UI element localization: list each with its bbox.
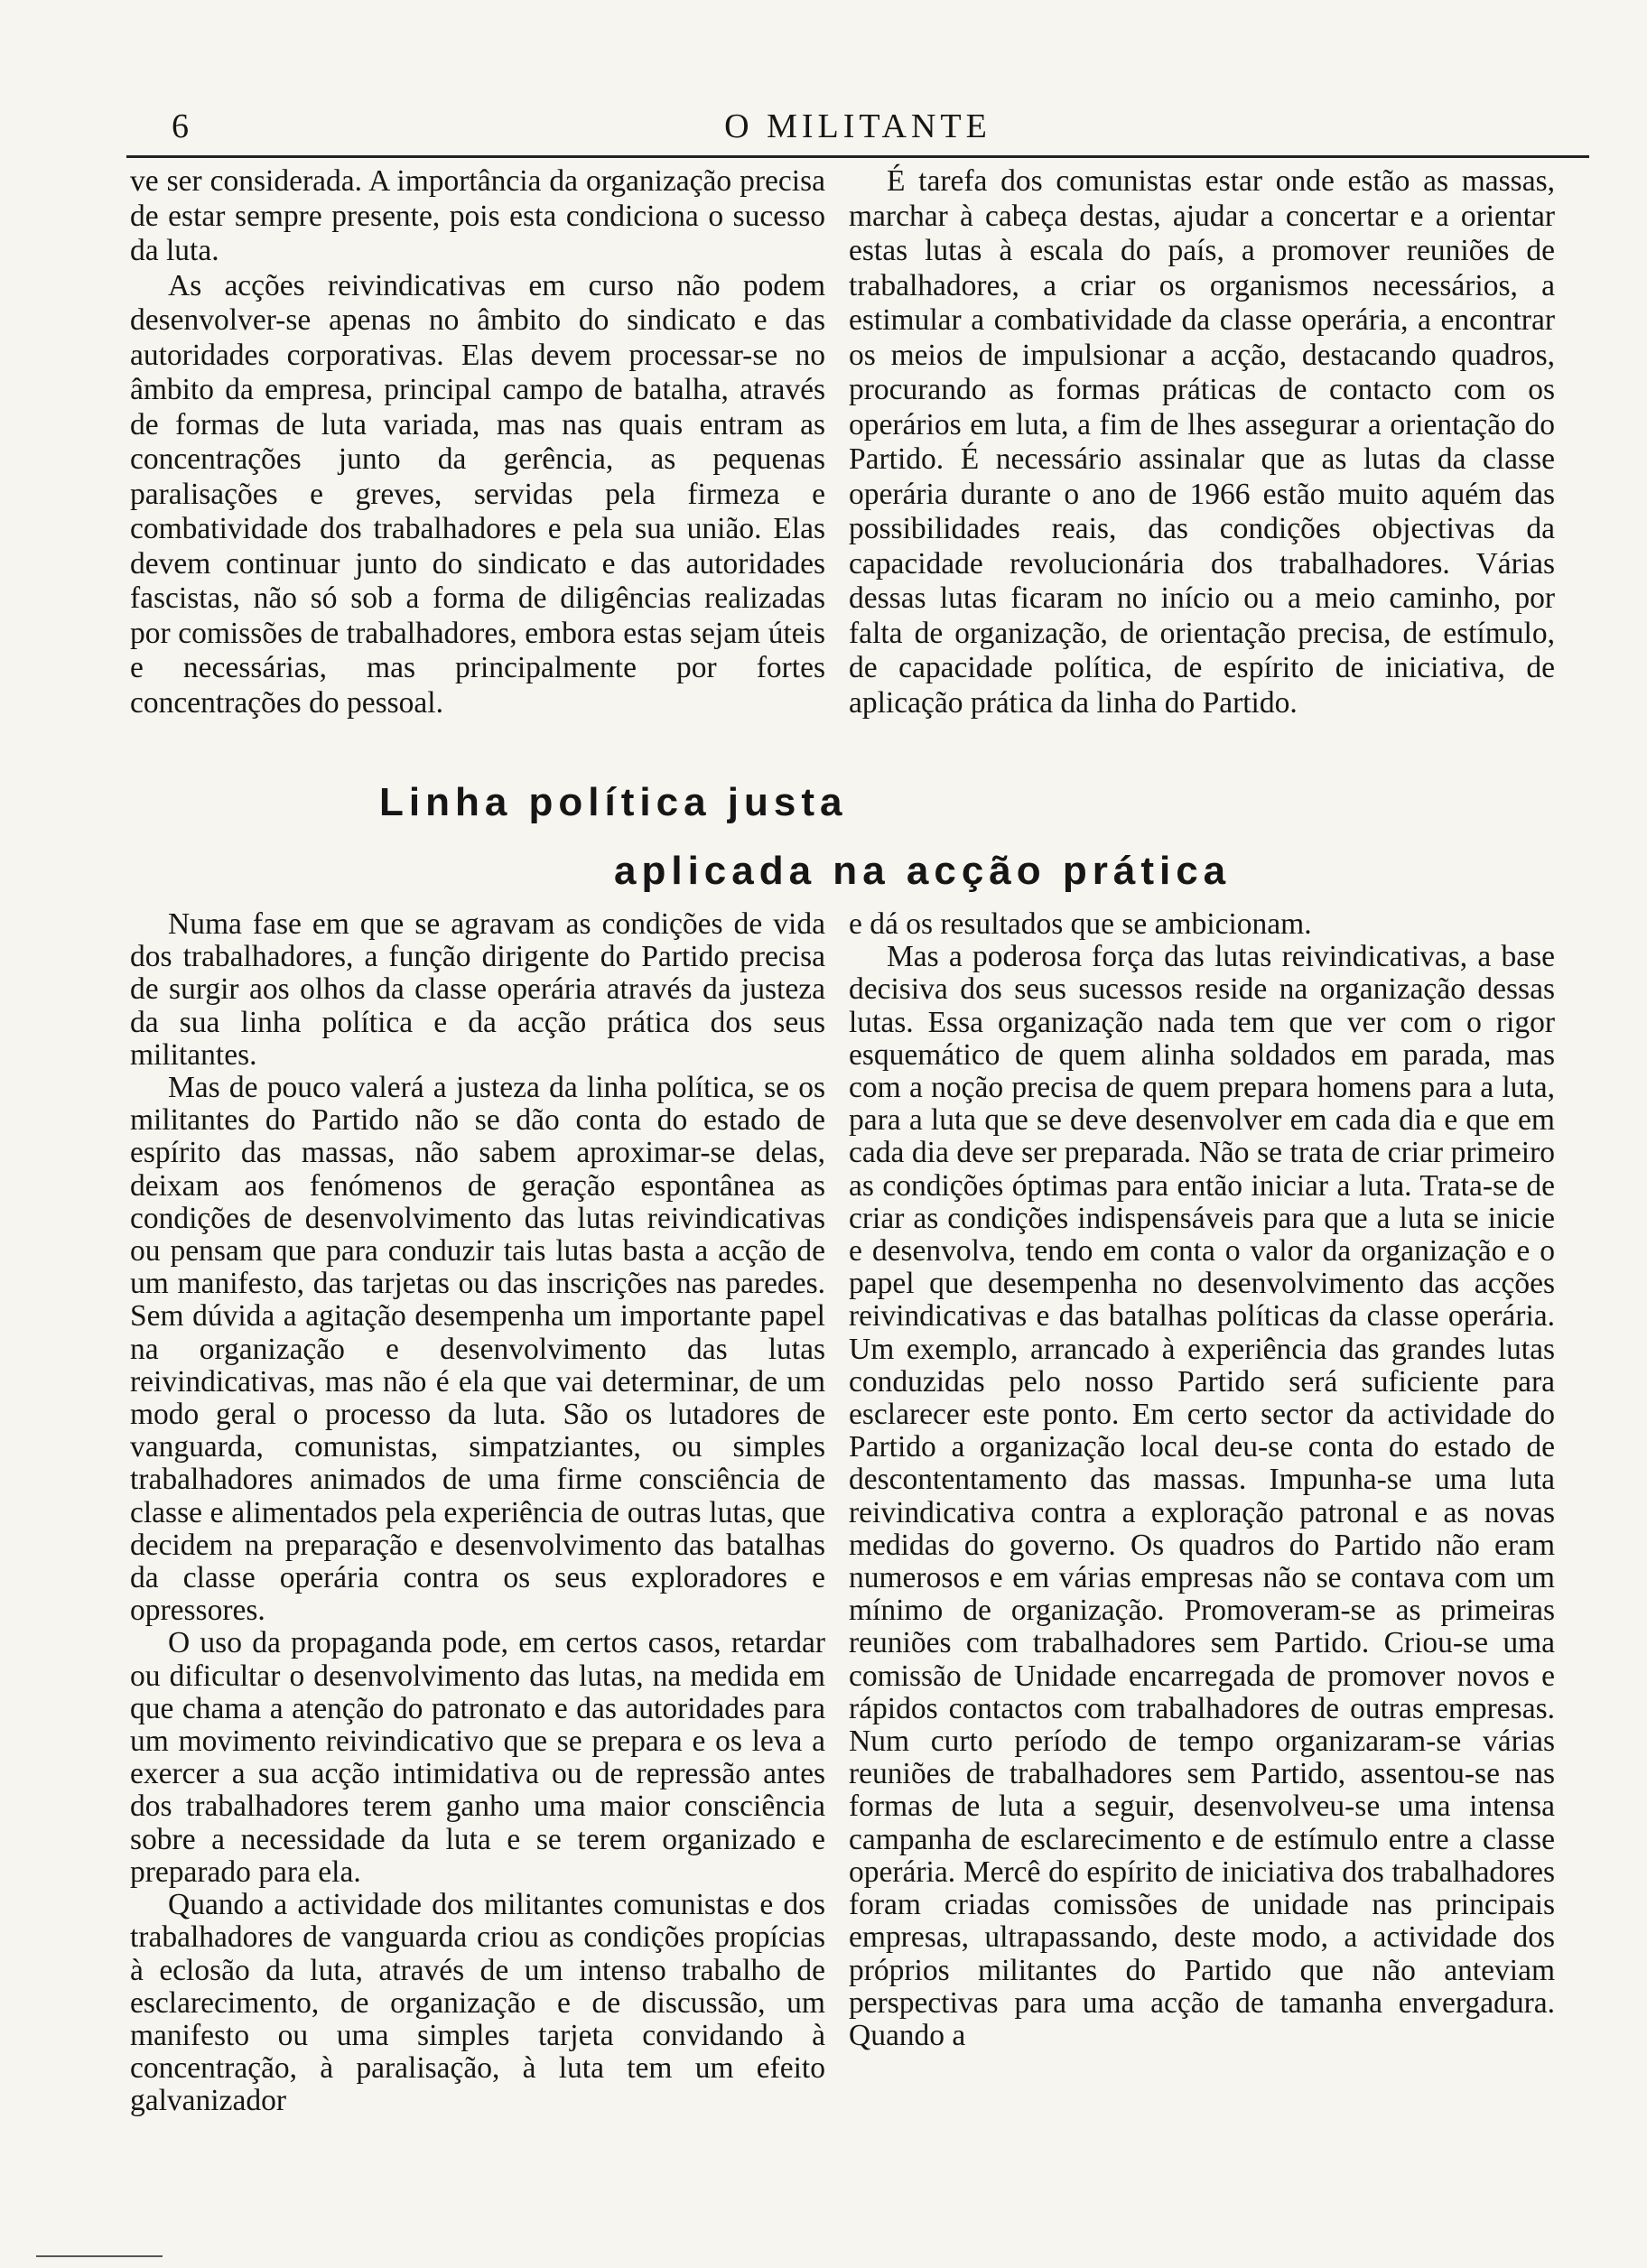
upper-right-column	[849, 164, 1555, 720]
lower-right-column	[849, 908, 1555, 2052]
paragraph: As acções reivindicativas em curso não podem desenvolver-se apenas no âmbito do sindicato e das autoridades corporativas. Elas devem processar-se no âmbito da empresa, principal campo de batalha, através de formas de luta variada, mas nas quais entram as concentrações junto da gerência, as pequenas paralisações e greves, servidas pela firmeza e combatividade dos trabalhadores e pela sua união. Elas devem continuar junto do sindicato e das autoridades fascistas, não só sob a forma de diligências realizadas por comissões de trabalhadores, embora estas sejam úteis e necessárias, mas principalmente por fortes concentrações do pessoal.	[130, 268, 825, 720]
paragraph: Mas a poderosa força das lutas reivindicativas, a base decisiva dos seus sucessos reside na organização dessas lutas. Essa organização nada tem que ver com o rigor esquemático de quem alinha soldados em parada, mas com a noção precisa de quem prepara homens para a luta, para a luta que se deve desenvolver em cada dia e que em cada dia deve ser preparada. Não se trata de criar primeiro as condições óptimas para então iniciar a luta. Trata-se de criar as condições indispensáveis para que a luta se inicie e desenvolva, tendo em conta o valor da organização e o papel que desempenha no desenvolvimento das acções reivindicativas e das batalhas políticas da classe operária. Um exemplo, arrancado à experiência das grandes lutas conduzidas pelo nosso Partido será suficiente para esclarecer este ponto. Em certo sector da actividade do Partido a organização local deu-se conta do estado de descontentamento das massas. Impunha-se uma luta reivindicativa contra a exploração patronal e as novas medidas do governo. Os quadros do Partido não eram numerosos e em várias empresas não se contava com um mínimo de organização. Promoveram-se as primeiras reuniões com trabalhadores sem Partido. Criou-se uma comissão de Unidade encarregada de promover novos e rápidos contactos com trabalhadores de outras empresas. Num curto período de tempo organizaram-se várias reuniões de trabalhadores sem Partido, assentou-se nas formas de luta a seguir, desenvolveu-se uma intensa campanha de esclarecimento e de estímulo entre a classe operária. Mercê do espírito de iniciativa dos trabalhadores foram criadas comissões de unidade nas principais empresas, ultrapassando, deste modo, a actividade dos próprios militantes do Partido que não anteviam perspectivas para uma acção de tamanha envergadura. Quando a	[849, 940, 1555, 2052]
paragraph: e dá os resultados que se ambicionam.	[849, 907, 1312, 941]
paragraph: É tarefa dos comunistas estar onde estão as massas, marchar à cabeça destas, ajudar a concertar e a orientar estas lutas à escala do país, a promover reuniões de trabalhadores, a criar os organismos necessários, a estimular a combatividade da classe operária, a encontrar os meios de impulsionar a acção, destacando quadros, procurando as formas práticas de contacto com os operários em luta, a fim de lhes assegurar a orientação do Partido. É necessário assinalar que as lutas da classe operária durante o ano de 1966 estão muito aquém das possibilidades reais, das condições objectivas da capacidade revolucionária dos trabalhadores. Várias dessas lutas ficaram no início ou a meio caminho, por falta de organização, de orientação precisa, de estímulo, de capacidade política, de espírito de iniciativa, de aplicação prática da linha do Partido.	[849, 164, 1555, 720]
paragraph: O uso da propaganda pode, em certos casos, retardar ou dificultar o desenvolvimento das lutas, na medida em que chama a atenção do patronato e das autoridades para um movimento reivindicativo que se prepara e os leva a exercer a sua acção intimidativa ou de repressão antes dos trabalhadores terem ganho uma maior consciência sobre a necessidade da luta e se terem organizado e preparado para ela.	[130, 1626, 825, 1889]
paragraph: Quando a actividade dos militantes comunistas e dos trabalhadores de vanguarda criou as condições propícias à eclosão da luta, através de um intenso trabalho de esclarecimento, de organização e de discussão, um manifesto ou uma simples tarjeta convidando à concentração, à paralisação, à luta tem um efeito galvanizador	[130, 1888, 825, 2118]
page-header	[126, 107, 1589, 150]
section-headline-line-2: aplicada na acção prática	[614, 849, 1232, 893]
page-number: 6	[172, 107, 189, 145]
paragraph: Numa fase em que se agravam as condições de vida dos trabalhadores, a função dirigente do Partido precisa de surgir aos olhos da classe operária através da justeza da sua linha política e da acção prática dos seus militantes.	[130, 907, 825, 1072]
bottom-rule	[36, 2255, 163, 2257]
lower-left-column	[130, 908, 825, 2118]
paragraph: Mas de pouco valerá a justeza da linha política, se os militantes do Partido não se dão conta do estado de espírito das massas, não sabem aproximar-se delas, deixam aos fenómenos de geração espontânea as condições de desenvolvimento das lutas reivindicativas ou pensam que para conduzir tais lutas basta a acção de um manifesto, das tarjetas ou das inscrições nas paredes. Sem dúvida a agitação desempenha um importante papel na organização e desenvolvimento das lutas reivindicativas, mas não é ela que vai determinar, de um modo geral o processo da luta. São os lutadores de vanguarda, comunistas, simpatziantes, ou simples trabalhadores animados de uma firme consciência de classe e alimentados pela experiência de outras lutas, que decidem na preparação e desenvolvimento das batalhas da classe operária contra os seus exploradores e opressores.	[130, 1071, 825, 1628]
paragraph: ve ser considerada. A importância da organização precisa de estar sempre presente, pois esta condiciona o sucesso da luta.	[130, 164, 825, 267]
section-headline-line-1: Linha política justa	[379, 780, 848, 824]
header-rule	[126, 155, 1589, 158]
running-title: O MILITANTE	[724, 107, 991, 145]
upper-left-column	[130, 164, 825, 720]
